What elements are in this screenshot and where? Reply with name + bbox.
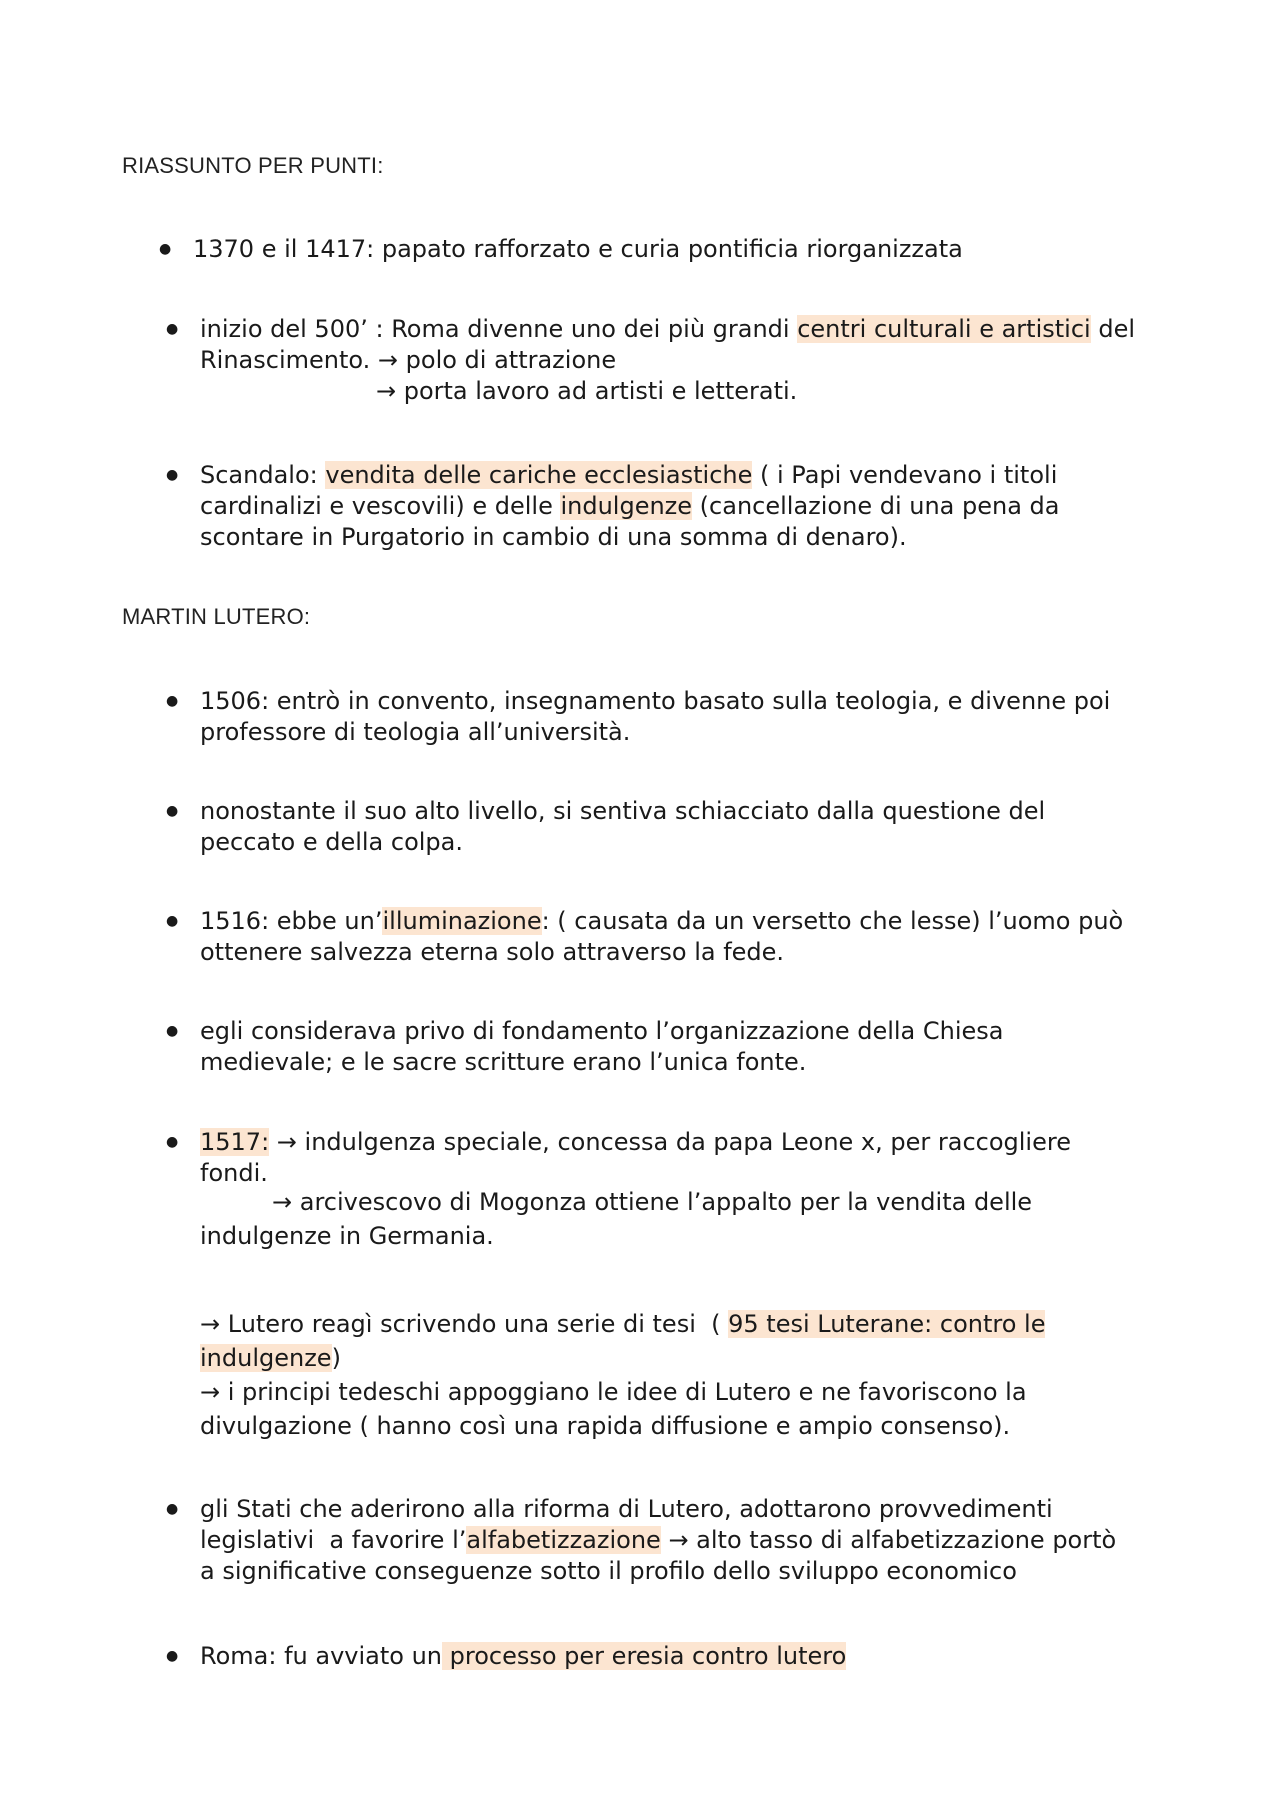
text-run: → alto tasso di alfabetizzazione portò bbox=[660, 1526, 1117, 1554]
bullet-icon: ● bbox=[166, 321, 179, 337]
bullet-icon: ● bbox=[166, 467, 179, 483]
list-item bbox=[166, 686, 1160, 748]
text-line: → i principi tedeschi appoggiano le idee di Lutero e ne favoriscono la bbox=[200, 1378, 1027, 1406]
text-line: a significative conseguenze sotto il profilo dello sviluppo economico bbox=[200, 1557, 1017, 1585]
text-line bbox=[200, 491, 1160, 522]
text-line: divulgazione ( hanno così una rapida diffusione e ampio consenso). bbox=[200, 1412, 1011, 1440]
highlighted-text: 95 tesi Luterane: contro le bbox=[728, 1310, 1046, 1338]
text-line bbox=[200, 460, 1160, 491]
highlighted-text: alfabetizzazione bbox=[466, 1526, 661, 1554]
highlighted-text: 1517: bbox=[200, 1128, 270, 1156]
highlighted-text: indulgenze bbox=[560, 492, 693, 520]
bullet-icon: ● bbox=[166, 803, 179, 819]
text-line: indulgenze in Germania. bbox=[200, 1222, 494, 1250]
list-item bbox=[166, 1641, 1160, 1672]
text-run: Scandalo: bbox=[200, 461, 326, 489]
text-run: → indulgenza speciale, concessa da papa Leone x, per raccogliere bbox=[269, 1128, 1071, 1156]
text-line: peccato e della colpa. bbox=[200, 828, 464, 856]
text-line bbox=[200, 1641, 1160, 1672]
bullet-icon: ● bbox=[166, 1648, 179, 1664]
bullet-icon: ● bbox=[159, 241, 172, 257]
text-run: (cancellazione di una pena da bbox=[692, 492, 1060, 520]
text-line: scontare in Purgatorio in cambio di una somma di denaro). bbox=[200, 523, 907, 551]
text-line bbox=[200, 1127, 1160, 1158]
text-run: : ( causata da un versetto che lesse) l’uomo può bbox=[541, 907, 1124, 935]
text-run: ( i Papi vendevano i titoli bbox=[752, 461, 1058, 489]
text-line bbox=[200, 1341, 1160, 1375]
text-line: gli Stati che aderirono alla riforma di Lutero, adottarono provvedimenti bbox=[200, 1495, 1053, 1523]
text-line: medievale; e le sacre scritture erano l’unica fonte. bbox=[200, 1048, 807, 1076]
bullet-icon: ● bbox=[166, 1023, 179, 1039]
highlighted-text: vendita delle cariche ecclesiastiche bbox=[325, 461, 753, 489]
text-line: professore di teologia all’università. bbox=[200, 718, 631, 746]
text-line: 1370 e il 1417: papato rafforzato e curia pontificia riorganizzata bbox=[193, 235, 963, 263]
text-line bbox=[200, 1307, 1160, 1341]
highlighted-text: processo per eresia contro lutero bbox=[442, 1642, 847, 1670]
text-line bbox=[200, 1525, 1160, 1556]
text-run: cardinalizi e vescovili) e delle bbox=[200, 492, 561, 520]
bullet-icon: ● bbox=[166, 693, 179, 709]
text-line bbox=[200, 314, 1160, 345]
list-item bbox=[166, 460, 1160, 553]
bullet-icon: ● bbox=[166, 1501, 179, 1517]
text-run: del bbox=[1090, 315, 1135, 343]
text-line: ottenere salvezza eterna solo attraverso la fede. bbox=[200, 938, 785, 966]
text-line bbox=[200, 906, 1160, 937]
bullet-icon: ● bbox=[166, 1134, 179, 1150]
highlighted-text: illuminazione bbox=[382, 907, 542, 935]
list-item bbox=[166, 796, 1160, 858]
list-item bbox=[159, 234, 1153, 265]
list-item bbox=[166, 314, 1160, 407]
text-line: Rinascimento. → polo di attrazione bbox=[200, 346, 617, 374]
list-item bbox=[166, 1127, 1160, 1252]
text-line: fondi. bbox=[200, 1159, 268, 1187]
text-run: 1516: ebbe un’ bbox=[200, 907, 383, 935]
text-line: → porta lavoro ad artisti e letterati. bbox=[376, 377, 798, 405]
list-item bbox=[166, 1494, 1160, 1587]
text-run: legislativi a favorire l’ bbox=[200, 1526, 467, 1554]
heading-martin-lutero: MARTIN LUTERO: bbox=[122, 604, 311, 629]
highlighted-text: centri culturali e artistici bbox=[797, 315, 1091, 343]
text-run: inizio del 500’ : Roma divenne uno dei più grandi bbox=[200, 315, 798, 343]
text-line: 1506: entrò in convento, insegnamento basato sulla teologia, e divenne poi bbox=[200, 687, 1111, 715]
highlighted-text: indulgenze bbox=[200, 1344, 332, 1372]
list-item bbox=[166, 906, 1160, 968]
list-item bbox=[166, 1016, 1160, 1078]
list-item-continuation bbox=[200, 1307, 1160, 1443]
text-run: Roma: fu avviato un bbox=[200, 1642, 443, 1670]
bullet-icon: ● bbox=[166, 913, 179, 929]
text-run: ) bbox=[331, 1344, 341, 1372]
heading-summary: RIASSUNTO PER PUNTI: bbox=[122, 153, 384, 178]
text-run: → Lutero reagì scrivendo una serie di tesi ( bbox=[200, 1310, 729, 1338]
text-line: egli considerava privo di fondamento l’organizzazione della Chiesa bbox=[200, 1017, 1004, 1045]
text-line: → arcivescovo di Mogonza ottiene l’appalto per la vendita delle bbox=[272, 1188, 1033, 1216]
text-line: nonostante il suo alto livello, si sentiva schiacciato dalla questione del bbox=[200, 797, 1046, 825]
